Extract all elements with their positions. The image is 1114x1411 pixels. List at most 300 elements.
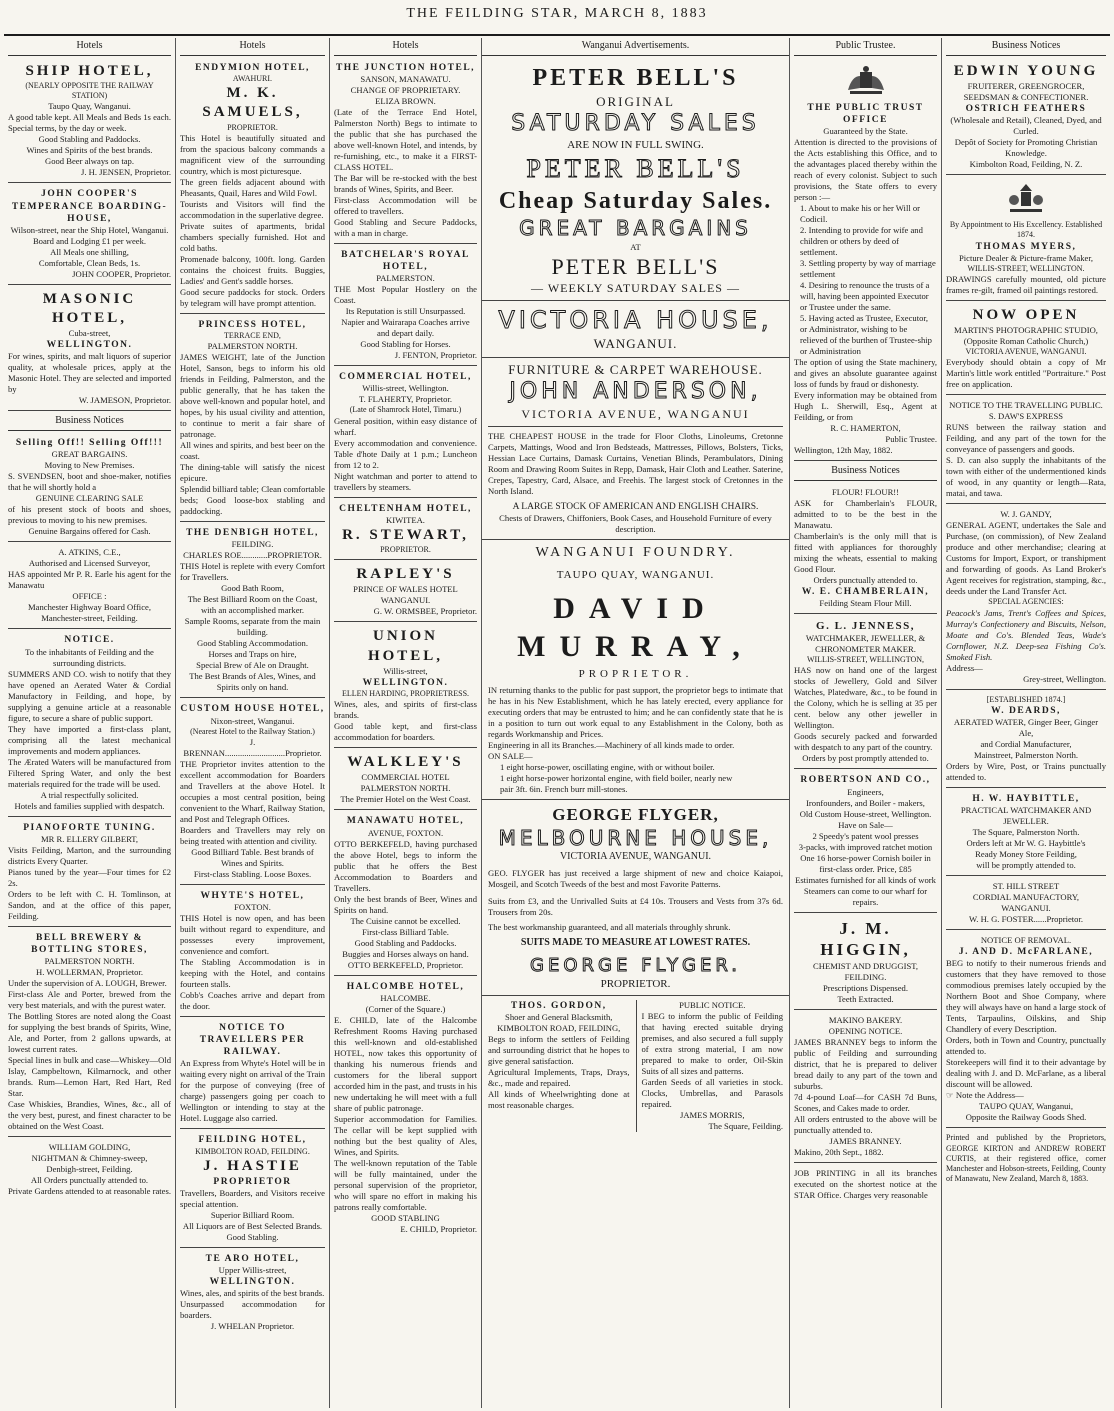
ad-line: ARE NOW IN FULL SWING.	[567, 139, 704, 152]
ad-proprietor: H. WOLLERMAN, Proprietor.	[35, 967, 143, 978]
ad-proprietor: J. FENTON, Proprietor.	[394, 350, 477, 361]
ad-name: JOHN ANDERSON,	[509, 379, 762, 405]
ad-name: MR R. ELLERY GILBERT,	[40, 833, 139, 844]
ad-body: S. D. can also supply the inhabitants of the town with either of the undermentioned kinds of wood, in any quantity or length—Rata, matai, and tawa.	[946, 455, 1106, 499]
ad-body: Splendid billiard table; Clean comfortable beds; Good loose-box stabling and paddocking.	[180, 484, 325, 517]
ad-heading: GREAT BARGAINS	[519, 216, 752, 241]
ad-trade: PRACTICAL WATCHMAKER AND JEWELLER.	[960, 805, 1092, 827]
ad-body: E. CHILD, late of the Halcombe Refreshment Rooms Having purchased this well-known and old-established HOTEL, now takes this opportunity of thanking his numerous friends and customers for the liberal support accorded him in the past, and trusts in his new undertaking he will meet with a full share of public patronage.	[334, 1014, 477, 1113]
ad-name: R. C. HAMERTON,	[830, 423, 901, 434]
ad-feilding-hotel	[180, 1131, 325, 1248]
ad-body: JAMES WEIGHT, late of the Junction Hotel, Sanson, begs to inform his old friends in Feilding, Palmerston, and the public generally, that he has taken the above well-known and popular hotel, and hopes, by his usual civility and attention, to continue to merit a fair share of patronage.	[180, 352, 325, 440]
ad-line: First-class Billiard Table.	[362, 926, 449, 937]
ad-body: Suits from £3, and the Unrivalled Suits at £4 10s. Trousers and Vests from 37s 6d. Trousers from 20s.	[488, 896, 783, 918]
ad-body: Peacock's Jams, Trent's Coffees and Spices, Murray's Confectionery and Biscuits, Nelson, Moate and Co's. Blended Teas, Wade's Cornflower, N.Z. Deep-sea Fishing Co's. Smoked Fish.	[946, 607, 1106, 662]
ad-proprietor: G. W. ORMSBEE, Proprietor.	[373, 606, 477, 617]
ad-line: 1 eight horse-power horizontal engine, with field boiler, nearly new	[500, 772, 733, 783]
ad-trade: WATCHMAKER, JEWELLER, & CHRONOMETER MAKER.	[805, 633, 926, 655]
column-wanganui-ads	[482, 38, 790, 1408]
masthead: THE FEILDING STAR, MARCH 8, 1883	[406, 6, 708, 21]
ad-location: WILLIS-STREET, WELLINGTON.	[967, 263, 1085, 273]
ad-title: NOTICE TO TRAVELLERS PER RAILWAY.	[199, 1022, 306, 1058]
ad-role: PROPRIETOR.	[578, 667, 693, 680]
ad-rapleys-hotel	[334, 562, 477, 622]
ad-title: JOHN COOPER'S TEMPERANCE BOARDING-HOUSE,	[11, 189, 168, 224]
ad-thomas-myers	[946, 177, 1106, 301]
ad-location: VICTORIA AVENUE, WANGANUI	[521, 406, 750, 421]
ad-name: GEORGE FLYGER,	[552, 804, 719, 824]
ad-line: will be promptly attended to.	[976, 860, 1076, 871]
ad-proprietor: OTTO BERKEFELD, Proprietor.	[347, 959, 464, 970]
ad-name: J. M. HIGGIN,	[820, 918, 911, 960]
ad-line: SUITS MADE TO MEASURE AT LOWEST RATES.	[520, 937, 751, 949]
ad-location: The Square, Feilding.	[708, 1121, 783, 1131]
ad-body: Orders to be left with C. H. Tomlinson, at Sandon, and at the office of this paper, Feilding.	[8, 888, 171, 921]
ad-body: General position, within easy distance of wharf.	[334, 415, 477, 437]
ad-subtitle: (Opposite Roman Catholic Church,)	[963, 336, 1089, 347]
ad-location: TAUPO QUAY, WANGANUI.	[556, 569, 715, 582]
ad-title: PETER BELL'S	[532, 64, 739, 91]
ad-victoria-house	[482, 301, 789, 357]
ad-name: M. K. SAMUELS,	[202, 85, 303, 121]
ad-body: DRAWINGS carefully mounted, old picture frames re-gilt, framed oil paintings restored.	[946, 274, 1106, 295]
ad-title: THE JUNCTION HOTEL,	[335, 62, 476, 73]
ad-location: KIMBOLTON ROAD, FEILDING.	[195, 1146, 310, 1156]
ad-body: Wines, ales, and spirits of the best brands.	[180, 1288, 325, 1299]
ad-body: THE CHEAPEST HOUSE in the trade for Floor Cloths, Linoleums, Cretonne Carpets, Mattings, Wood and Iron Bedsteads, Mattresses, Pillows, Bolsters, Ticks, Hessian Lace Curtains, Damask Curtains, Venetian Blinds, Perambulators, Dining Room and Drawing Room Suites in Repp, Damask, Hair Cloth and Leather. Saterine, Crepes, Tapestry, Card, Alsace, and Freehis. The largest stock of Cretonnes in the North Island.	[488, 430, 783, 496]
ad-body: Storekeepers will find it to their advantage by dealing with J. and D. McFarlane, as a liberal discount will be allowed.	[946, 1057, 1106, 1090]
ad-line: GOOD STABLING	[371, 1212, 440, 1223]
pointing-hand-icon: ☞	[946, 1090, 954, 1101]
ad-title: CUSTOM HOUSE HOTEL,	[180, 704, 325, 715]
ad-st-hill-cordial	[946, 878, 1106, 930]
ad-subtitle: (Corner of the Square.)	[365, 1003, 446, 1014]
ad-line: First-class Stabling. Loose Boxes.	[193, 868, 312, 879]
ad-haybittle-watchmaker	[946, 790, 1106, 876]
ad-line: Have on Sale—	[838, 819, 893, 830]
ad-body: Private suites of apartments, bridal chambers specially furnished. Hot and cold baths.	[180, 220, 325, 253]
ad-ship-hotel	[8, 59, 171, 184]
ad-proprietor: J. WHELAN Proprietor.	[210, 1321, 295, 1332]
ad-subtitle: Guaranteed by the State.	[823, 126, 908, 137]
ad-line: Good Beer always on tap.	[44, 156, 135, 167]
ad-body: JAMES BRANNEY begs to inform the public of Feilding and surrounding district, that he is prepared to deliver bread daily to any part of the town and suburbs.	[794, 1037, 937, 1092]
ad-body: GENERAL AGENT, undertakes the Sale and Purchase, (on commission), of New Zealand produce and other merchandise; clearing at Customs for Import, Export, or transhipment and forwarding of goods. As Land Broker's Agent receives for registration, stamping, &c., deeds under the Land Transfer Act.	[946, 520, 1106, 597]
ad-body: THE Most Popular Hostlery on the Coast.	[334, 284, 477, 306]
ad-body: S. SVENDSEN, boot and shoe-maker, notifies that he will shortly hold a	[8, 471, 171, 493]
ad-proprietor: W. JAMESON, Proprietor.	[78, 395, 171, 406]
ad-te-aro-hotel	[180, 1250, 325, 1336]
ad-title: TE ARO HOTEL,	[205, 1254, 300, 1265]
ad-subtitle: (Late of Shamrock Hotel, Timaru.)	[349, 405, 462, 415]
ad-body: All orders entrusted to the above will be punctually attended to.	[794, 1114, 937, 1136]
ad-body: The option of using the State machinery, and gives an absolute guarantee against loss of funds by fraud or dishonesty.	[794, 357, 937, 390]
ad-body: The dining-table will satisfy the nicest epicure.	[180, 462, 325, 484]
ad-denbigh-hotel	[180, 524, 325, 698]
ad-body: Wines, ales, and spirits of first-class brands.	[334, 699, 477, 721]
ad-title: ST. HILL STREET	[992, 881, 1060, 892]
ad-body: Case Whiskies, Brandies, Wines, &c., all of the very best, purest, and finest character to be obtained on the West Coast.	[8, 1099, 171, 1132]
ad-notice-of-removal	[946, 932, 1106, 1128]
ad-title: THE DENBIGH HOTEL,	[186, 528, 319, 539]
ad-name: WILLIAM GOLDING,	[48, 1142, 131, 1153]
ad-body: Orders, both in Town and Country, punctually attended to.	[946, 1035, 1106, 1057]
ad-line: A trial respectfully solicited.	[40, 789, 139, 800]
ad-title: WHYTE'S HOTEL,	[200, 890, 305, 901]
ad-whytes-hotel	[180, 887, 325, 1017]
ad-location: PALMERSTON NORTH.	[360, 783, 451, 794]
ad-body: The Stabling Accommodation is in keeping with the Hotel, and contains fourteen stalls.	[180, 956, 325, 989]
ad-subtitle: Authorised and Licensed Surveyor,	[28, 558, 151, 569]
ad-line: Good Stabling and Paddocks.	[38, 134, 141, 145]
ad-location: WANGANUI.	[1001, 903, 1051, 914]
ad-line: Moving to New Premises.	[44, 460, 135, 471]
ad-proprietor: CHARLES ROE............PROPRIETOR.	[183, 550, 322, 561]
ad-john-anderson	[482, 358, 789, 540]
ad-body: Under the supervision of A. LOUGH, Brewer.	[8, 978, 167, 989]
ad-location: TAUPO QUAY, Wanganui,	[979, 1101, 1073, 1112]
ad-list-item: 2 Speedy's patent wool presses	[812, 830, 919, 841]
ad-name: WALKLEY'S	[347, 754, 464, 771]
ad-list-item: 3-packs, with improved ratchet motion	[798, 841, 933, 852]
ad-body: Everybody should obtain a copy of Mr Martin's little work entitled "Portraiture." Post free on application.	[946, 357, 1106, 390]
ad-title: FEILDING HOTEL,	[198, 1135, 307, 1146]
ad-body: RUNS between the railway station and Feilding, and any part of the town for the conveyance of passengers and goods.	[946, 422, 1106, 455]
ad-title: CHELTENHAM HOTEL,	[339, 503, 472, 514]
ad-line: All Meals one shilling,	[50, 246, 129, 257]
ad-name: W. DEARDS,	[991, 705, 1061, 716]
ad-title: COMMERCIAL HOTEL	[361, 772, 450, 783]
ad-body: Superior accommodation for Families. The cellar will be kept supplied with nothing but the best quality of Ales, Wines, and Spirits.	[334, 1113, 477, 1157]
ad-line: Good Stabling and Paddocks.	[354, 937, 457, 948]
ad-trade: Engineers,	[847, 786, 884, 797]
ad-line: Comfortable, Clean Beds, 1s.	[38, 257, 141, 268]
ad-line: Orders punctually attended to.	[813, 574, 918, 585]
ad-title: BELL BREWERY & BOTTLING STORES,	[31, 932, 148, 955]
ad-line: Feilding Steam Flour Mill.	[819, 598, 912, 609]
ad-name: W. E. CHAMBERLAIN,	[801, 586, 930, 597]
ad-title: SHIP HOTEL,	[25, 62, 154, 79]
ad-line: pair 3ft. 6in. French burr mill-stones.	[500, 783, 628, 794]
ad-line: Board and Lodging £1 per week.	[32, 235, 147, 246]
ad-edwin-young	[946, 59, 1106, 175]
ad-jenness-jeweller	[794, 616, 937, 769]
ad-location: PALMERSTON NORTH.	[207, 341, 298, 352]
ad-line: Orders left at Mr W. G. Haybittle's	[966, 838, 1086, 849]
ad-title: NOTICE OF REMOVAL.	[980, 935, 1072, 946]
ad-line: Wines and Spirits of the best brands.	[26, 145, 153, 156]
ad-proprietor: ELLEN HARDING, PROPRIETRESS.	[341, 688, 470, 698]
ad-line: Address—	[946, 662, 983, 673]
ad-body: Special lines in bulk and case—Whiskey—Old Islay, Campbeltown, Kilmarnock, and other brands. Rum—Lemon Hart, Red Hart, Red Star.	[8, 1055, 171, 1099]
ad-line: Sample Rooms, separate from the main building.	[184, 616, 321, 638]
ad-summers-notice	[8, 631, 171, 816]
ad-line: 1 eight horse-power, oscillating engine, with or without boiler.	[500, 761, 715, 772]
ad-line: To the inhabitants of Feilding and the surrounding districts.	[25, 646, 154, 668]
ad-union-hotel	[334, 624, 477, 748]
ad-name: J. AND D. McFARLANE,	[958, 947, 1094, 958]
ad-body: First-class Accommodation will be offered to travellers.	[334, 194, 477, 216]
ad-title: FLOUR! FLOUR!!	[831, 486, 900, 497]
ad-title: ENDYMION HOTEL,	[195, 62, 310, 73]
ad-george-flyger	[482, 800, 789, 996]
ad-location: Kimbolton Road, Feilding, N. Z.	[969, 159, 1083, 170]
ad-list-item: 5. Having acted as Trustee, Executor, or Administrator, wishing to be relieved of the burthen of Trustee-ship or Administration	[800, 313, 932, 357]
ad-body: Garden Seeds of all varieties in stock. Clocks, Umbrellas, and Parasols repaired.	[641, 1077, 783, 1109]
ad-body: BEG to notify to their numerous friends and customers that they have removed to those commodious premises lately occupied by the Northern Boot and Shoe Company, where they will always have on hand a large stock of Tents, Tarpaulins, Oilskins, and Ship Chandlery of every Description.	[946, 958, 1106, 1035]
ad-junction-hotel	[334, 59, 477, 244]
ad-proprietor: JOHN COOPER, Proprietor.	[72, 268, 171, 279]
ad-location: WANGANUI.	[380, 595, 431, 606]
ad-title: A. ATKINS, C.E.,	[58, 547, 121, 558]
ad-address: Manchester Highway Board Office, Manchester-street, Feilding.	[28, 602, 151, 624]
ad-line: ON SALE—	[488, 750, 533, 761]
ad-location: FEILDING.	[844, 972, 887, 983]
ad-body: Begs to inform the settlers of Feilding and surrounding district that he hopes to give general satisfaction.	[488, 1034, 630, 1067]
ad-proprietor: J. BRENNAN............................Proprietor.	[183, 736, 322, 758]
ad-address-label: Note the Address—	[955, 1090, 1024, 1101]
ad-makino-bakery	[794, 1012, 937, 1163]
ad-endymion-hotel	[180, 59, 325, 314]
ad-name: W. J. GANDY,	[1000, 509, 1052, 520]
column-hotels-3	[330, 38, 482, 1408]
ad-body: SUMMERS AND CO. wish to notify that they have opened an Aerated Water & Cordial Manufactory in Feilding, and hope, by supplying a genuine article at a reasonable figure, to secure a share of public support.	[8, 668, 171, 723]
ad-name: H. W. HAYBITTLE,	[972, 794, 1080, 805]
ad-location: PALMERSTON NORTH.	[44, 956, 135, 967]
ad-title: FURNITURE & CARPET WAREHOUSE.	[508, 361, 763, 377]
ad-body: All wines and spirits, and best beer on the coast.	[180, 440, 325, 462]
ad-list-item: 4. Desiring to renounce the trusts of a will, having been appointed Executor or Trustee under the same.	[800, 280, 930, 313]
ad-proprietor: W. H. G. FOSTER......Proprietor.	[968, 914, 1084, 925]
ad-subtitle: By Appointment to His Excellency. Established 1874.	[949, 220, 1103, 240]
ad-location: FEILDING.	[231, 539, 274, 550]
ad-body: Boarders and Travellers may rely on being treated with attention and civility.	[180, 824, 325, 846]
ad-name: JAMES BRANNEY.	[829, 1136, 902, 1147]
ad-body: HAS now on hand one of the largest stocks of Jewellery, Gold and Silver Watches, Platedware, &c., to be found in the Colony, which he is selling at 35 per cent. below any other jeweller in Wellington.	[794, 665, 937, 731]
ad-city: WELLINGTON.	[362, 677, 449, 688]
ad-date: Wellington, 12th May, 1882.	[794, 445, 893, 456]
ad-line: Hotels and families supplied with despatch.	[14, 800, 165, 811]
ad-location: Upper Willis-street,	[218, 1265, 287, 1276]
ad-trade: FRUITERER, GREENGROCER,	[967, 80, 1085, 91]
ad-trade: and Cordial Manufacturer,	[980, 739, 1072, 750]
ad-title: BATCHELAR'S ROYAL HOTEL,	[341, 249, 470, 273]
ad-body: I BEG to inform the public of Feilding that having erected suitable drying premises, and also secured a full supply of extra strong material, I am now prepared to make to order, Oil-Skin Suits of all sizes and patterns.	[641, 1011, 783, 1076]
ad-body: (Wholesale and Retail), Cleaned, Dyed, and Curled.	[950, 115, 1102, 137]
ad-name: THOMAS MYERS,	[975, 241, 1077, 252]
ad-title: PUBLIC NOTICE.	[679, 1000, 746, 1010]
ad-deards-aerated	[946, 692, 1106, 788]
ad-body: OTTO BERKEFELD, having purchased the above Hotel, begs to inform the public that he offers the Best Accommodation to Boarders and Travellers.	[334, 838, 477, 893]
ad-body: An Express from Whyte's Hotel will be in waiting every night on arrival of the Train for the purpose of conveying (free of charge) passengers going per coach to Wellington or intending to stay at the Hotel. Luggage also carried.	[180, 1058, 325, 1124]
ad-name: G. L. JENNESS,	[816, 620, 915, 633]
ad-line: All Liquors are of Best Selected Brands.	[182, 1221, 323, 1232]
ad-role: PROPRIETOR.	[600, 977, 671, 990]
column-hotels-1	[4, 38, 176, 1408]
ad-location: The Square, Palmerston North.	[972, 827, 1080, 838]
ad-location: VICTORIA AVENUE, WANGANUI.	[965, 347, 1087, 357]
ad-body: 7d 4-pound Loaf—for CASH 7d Buns, Scones, and Cakes made to order.	[794, 1092, 937, 1114]
ad-line: OFFICE :	[72, 591, 107, 602]
ad-body: The Ærated Waters will be manufactured from Filtered Spring Water, and only the best materials required for the trade will be used.	[8, 756, 171, 789]
ad-body: Travellers, Boarders, and Visitors receive special attention.	[180, 1188, 325, 1210]
column-heading: Wanganui Advertisements.	[482, 38, 789, 56]
ad-body: This Hotel is beautifully situated and from the spacious balcony commands a magnificent view of the surrounding country, which is most picturesque.	[180, 132, 325, 176]
ad-proprietor: J. H. JENSEN, Proprietor.	[81, 167, 171, 178]
ad-line: Good Billiard Table. Best brands of Wines and Spirits.	[191, 846, 314, 868]
ad-body: The Bar will be re-stocked with the best brands of Wines, Spirits, and Beer.	[334, 172, 477, 194]
ad-location: KIMBOLTON ROAD, FEILDING,	[497, 1023, 621, 1034]
ad-title: VICTORIA HOUSE,	[498, 306, 773, 335]
ad-list-item: Steamers can come to our wharf for repairs.	[803, 885, 928, 907]
ad-body: (Late of the Terrace End Hotel, Palmerston North) Begs to intimate to the public that she has purchased the above well-known Hotel, and intends, by re-furnishing, etc., to make it a FIRST-CLASS HOTEL.	[334, 106, 477, 172]
ad-proprietor: E. CHILD, Proprietor.	[400, 1223, 477, 1234]
ad-location: SANSON, MANAWATU.	[360, 73, 451, 84]
ad-higgin-chemist	[794, 915, 937, 1011]
ad-name: GEORGE FLYGER.	[530, 954, 741, 976]
ad-line: Good Stabling for Horses.	[360, 339, 451, 350]
ad-trade: AERATED WATER, Ginger Beer, Ginger Ale,	[953, 717, 1099, 739]
ad-heading: PETER BELL'S	[551, 253, 720, 279]
ad-location: AVENUE, FOXTON.	[367, 827, 444, 838]
ad-name: R. STEWART,	[342, 526, 469, 543]
ad-line: The Best Billiard Room on the Coast, with an accomplished marker.	[187, 594, 318, 616]
ad-gandy-agent	[946, 506, 1106, 689]
ad-line: Special Brew of Ale on Draught.	[196, 660, 309, 671]
ad-title: NOTICE TO THE TRAVELLING PUBLIC.	[949, 400, 1103, 411]
ad-title: Selling Off!! Selling Off!!!	[15, 438, 164, 449]
column-public-trustee	[790, 38, 942, 1408]
ad-body: The well-known reputation of the Table will be fully maintained, under the personal supervision of the proprietor, who will spare no effort in making his patrons really comfortable.	[334, 1157, 477, 1212]
ad-public-notice	[636, 1000, 784, 1132]
ad-line: Orders by post promptly attended to.	[802, 753, 929, 764]
ad-masonic-hotel	[8, 287, 171, 412]
ad-line: The Cuisine cannot be excelled.	[350, 915, 461, 926]
column-heading: Public Trustee.	[794, 38, 937, 56]
section-heading: Business Notices	[8, 413, 171, 431]
ad-line: Good Bath Room,	[221, 583, 284, 594]
ad-title: NOTICE.	[64, 635, 115, 646]
ad-body: JOB PRINTING in all its branches executed on the shortest notice at the STAR Office. Charges very reasonable	[794, 1168, 937, 1201]
ad-title: UNION HOTEL,	[367, 628, 444, 664]
ad-line: A LARGE STOCK OF AMERICAN AND ENGLISH CHAIRS.	[512, 501, 759, 512]
ad-location: WANGANUI.	[593, 336, 678, 352]
ad-body: IN returning thanks to the public for past support, the proprietor begs to intimate that he has in his New Establishment, which he has lately erected, every appliance for executing orders that may be entrusted to him; and he can confidently state that he is in a position to turn out work equal to any Establishment in the Colony, both as regards Workmanship and Prices.	[488, 684, 783, 739]
ad-line: Good Stabling.	[226, 1232, 279, 1243]
ad-subtitle: OPENING NOTICE.	[828, 1026, 903, 1037]
ad-line	[946, 1090, 1106, 1101]
ad-subtitle: TERRACE END,	[224, 330, 281, 340]
ad-line: Ready Money Store Feilding,	[975, 849, 1077, 860]
ad-pianoforte-tuning	[8, 819, 171, 927]
ad-title: MAKINO BAKERY.	[828, 1015, 903, 1026]
ad-body: The Bottling Stores are noted along the Coast for supplying the best brands of Spirits, Wine, Ale, and Porter, from 2 gallons upwards, at lowest current rates.	[8, 1011, 171, 1055]
ad-body: Only the best brands of Beer, Wines and Spirits on hand.	[334, 893, 477, 915]
ad-body: The green fields adjacent abound with Pheasants, Quail, Hares and Wild Fowl.	[180, 176, 325, 198]
ad-location: Willis-street, Wellington.	[362, 383, 449, 394]
ad-atkins-surveyor	[8, 544, 171, 629]
imprint-text: Printed and published by the Proprietors, GEORGE KIRTON and ANDREW ROBERT CURTIS, at their registered office, corner Manchester and Hobson-streets, Feilding, County of Manawatu, New Zealand, March 8, 1883.	[946, 1133, 1106, 1184]
ad-martins-studio	[946, 303, 1106, 395]
ad-daws-express	[946, 397, 1106, 504]
ad-line: Prescriptions Dispensed.	[823, 983, 908, 994]
ad-body: All kinds of Wheelwrighting done at most reasonable charges.	[488, 1089, 630, 1111]
ad-list-item: 1. About to make his or her Will or Codicil.	[800, 203, 921, 225]
ad-location: PALMERSTON.	[376, 273, 435, 284]
ad-location: KIWITEA.	[386, 514, 425, 525]
ad-subtitle: CHANGE OF PROPRIETARY.	[350, 84, 461, 95]
ad-name: MARTIN'S PHOTOGRAPHIC STUDIO,	[954, 325, 1098, 336]
ad-date: Makino, 20th Sept., 1882.	[794, 1147, 884, 1158]
ad-body: Visits Feilding, Marton, and the surrounding districts Every Quarter.	[8, 844, 171, 866]
ad-subtitle: ORIGINAL	[596, 93, 675, 109]
ad-split-row	[482, 996, 789, 1136]
ad-line: Genuine Bargains offered for Cash.	[28, 526, 151, 537]
ad-trade: NIGHTMAN & Chimney-sweep,	[31, 1153, 148, 1164]
section-heading: Business Notices	[794, 463, 937, 481]
ad-body: Every accommodation and convenience. Table d'hote Daily at 1 p.m.; Luncheon from 12 to 2.	[334, 437, 477, 470]
column-business-notices	[942, 38, 1110, 1408]
ad-cheltenham-hotel	[334, 500, 477, 561]
ad-heading: PETER BELL'S	[526, 154, 745, 184]
ad-list-item: One 16 horse-power Cornish boiler in first-class order. Price, £85	[800, 852, 931, 874]
ad-railway-notice	[180, 1019, 325, 1129]
ad-location: AWAHURI.	[232, 73, 273, 83]
ad-name: JAMES MORRIS,	[680, 1110, 745, 1120]
ad-body: Tourists and Visitors will find the accommodation in the superlative degree.	[180, 198, 325, 220]
ad-body: ASK for Chamberlain's FLOUR, admitted to to be the best in the Manawatu.	[794, 497, 937, 530]
ad-line: Superior Billiard Room.	[210, 1210, 295, 1221]
ad-location: WILLIS-STREET, WELLINGTON,	[806, 655, 925, 665]
ad-location: Nixon-street, Wanganui.	[210, 715, 295, 726]
ad-body: A good table kept. All Meals and Beds 1s each. Special terms, by the day or week.	[8, 112, 171, 134]
ad-body: First-class Ale and Porter, brewed from the very best materials, and with the purest water.	[8, 989, 171, 1011]
ad-halcombe-hotel	[334, 978, 477, 1239]
ad-heading: Cheap Saturday Sales.	[498, 187, 773, 214]
ad-title: MELBOURNE HOUSE,	[498, 825, 773, 850]
ad-custom-house-hotel	[180, 700, 325, 884]
ad-batchelars-hotel	[334, 246, 477, 366]
ad-title: NOW OPEN	[972, 307, 1080, 323]
ad-body: Good Stabling and Secure Paddocks, with a man in charge.	[334, 216, 477, 238]
ad-commercial-hotel	[334, 368, 477, 497]
ad-robertson-engineers	[794, 771, 937, 912]
ad-line: — WEEKLY SATURDAY SALES —	[531, 281, 740, 296]
ad-body: Pianos tuned by the year—Four times for £2 2s.	[8, 866, 171, 888]
ad-body: For wines, spirits, and malt liquors of superior quality, at wholesale prices, apply at the Masonic Hotel. They are selected and imported by	[8, 351, 171, 395]
ad-location: FOXTON.	[234, 901, 271, 912]
ad-body: Goods securely packed and forwarded with despatch to any part of the country.	[794, 731, 937, 753]
royal-crest-icon	[1004, 182, 1048, 216]
ad-city: WELLINGTON.	[46, 340, 133, 351]
ad-name: S. DAW'S EXPRESS	[988, 411, 1064, 422]
ad-trade: SEEDSMAN & CONFECTIONER.	[963, 91, 1089, 102]
ad-body: Night watchman and porter to attend to travellers by steamers.	[334, 470, 477, 492]
ad-line: All Orders punctually attended to.	[30, 1175, 149, 1186]
ad-proprietor: T. FLAHERTY, Proprietor.	[359, 394, 452, 405]
ad-line: Private Gardens attended to at reasonable rates.	[8, 1186, 171, 1197]
ad-body: Cobb's Coaches arrive and depart from the door.	[180, 989, 325, 1011]
ad-list-item: 3. Settling property by way of marriage settlement	[800, 258, 936, 280]
ad-walkleys-hotel	[334, 750, 477, 810]
ad-trade: Picture Dealer & Picture-frame Maker,	[959, 252, 1093, 263]
ad-line: Napier and Wairarapa Coaches arrive and depart daily.	[341, 317, 470, 339]
ad-selling-off	[8, 434, 171, 542]
ad-name: THOS. GORDON,	[510, 1001, 607, 1011]
ad-list-item: 2. Intending to provide for wife and children or others by deed of settlement.	[800, 225, 923, 258]
ad-line: Good Stabling Accommodation.	[197, 638, 308, 649]
ad-role: Public Trustee.	[885, 434, 937, 445]
